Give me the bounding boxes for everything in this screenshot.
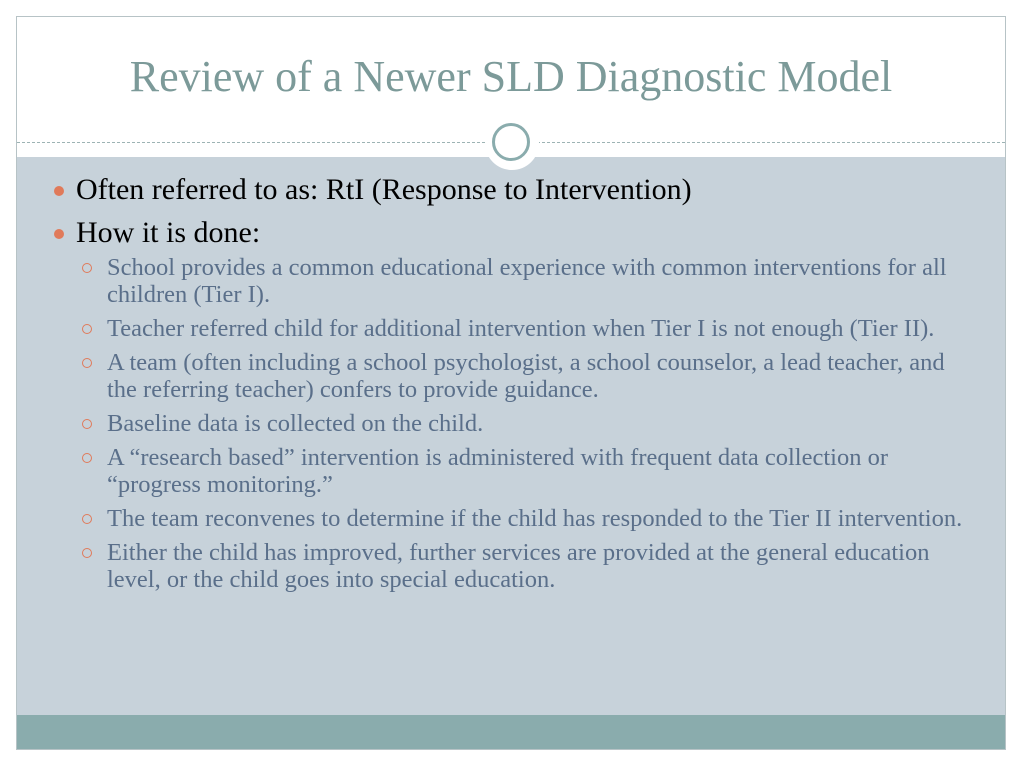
sub-bullet-circle-icon	[82, 358, 92, 368]
sub-bullet-text: Either the child has improved, further services are provided at the general education level, or the child goes into special education.	[107, 539, 930, 593]
sub-bullet-circle-icon	[82, 419, 92, 429]
slide-content	[17, 173, 1005, 600]
sub-bullet-item	[17, 505, 1005, 532]
footer-band	[17, 715, 1005, 749]
circle-ornament-icon	[492, 123, 530, 161]
sub-bullet-item	[17, 349, 1005, 403]
sub-bullet-circle-icon	[82, 263, 92, 273]
sub-bullet-circle-icon	[82, 453, 92, 463]
bullet-dot-icon	[54, 229, 64, 239]
sub-bullet-item	[17, 410, 1005, 437]
bullet-item	[17, 173, 1005, 207]
sub-bullet-item	[17, 444, 1005, 498]
sub-bullet-item	[17, 254, 1005, 308]
sub-bullet-text: The team reconvenes to determine if the child has responded to the Tier II intervention.	[107, 505, 963, 532]
sub-bullet-circle-icon	[82, 324, 92, 334]
bullet-text: How it is done:	[76, 216, 261, 249]
bullet-item	[17, 216, 1005, 250]
sub-bullet-text: A team (often including a school psychologist, a school counselor, a lead teacher, and the referring teacher) confers to provide guidance.	[107, 349, 945, 403]
bullet-dot-icon	[54, 186, 64, 196]
slide-title: Review of a Newer SLD Diagnostic Model	[129, 52, 893, 101]
sub-bullet-circle-icon	[82, 514, 92, 524]
sub-bullet-text: A “research based” intervention is administered with frequent data collection or “progress monitoring.”	[107, 444, 888, 498]
sub-bullet-text: Teacher referred child for additional intervention when Tier I is not enough (Tier II).	[107, 315, 935, 342]
sub-bullet-item	[17, 539, 1005, 593]
bullet-text: Often referred to as: RtI (Response to Intervention)	[76, 173, 692, 206]
sub-bullet-circle-icon	[82, 548, 92, 558]
sub-bullet-text: School provides a common educational experience with common interventions for all children (Tier I).	[107, 254, 947, 308]
slide	[16, 16, 1006, 750]
sub-bullet-text: Baseline data is collected on the child.	[107, 410, 484, 437]
sub-bullet-item	[17, 315, 1005, 342]
